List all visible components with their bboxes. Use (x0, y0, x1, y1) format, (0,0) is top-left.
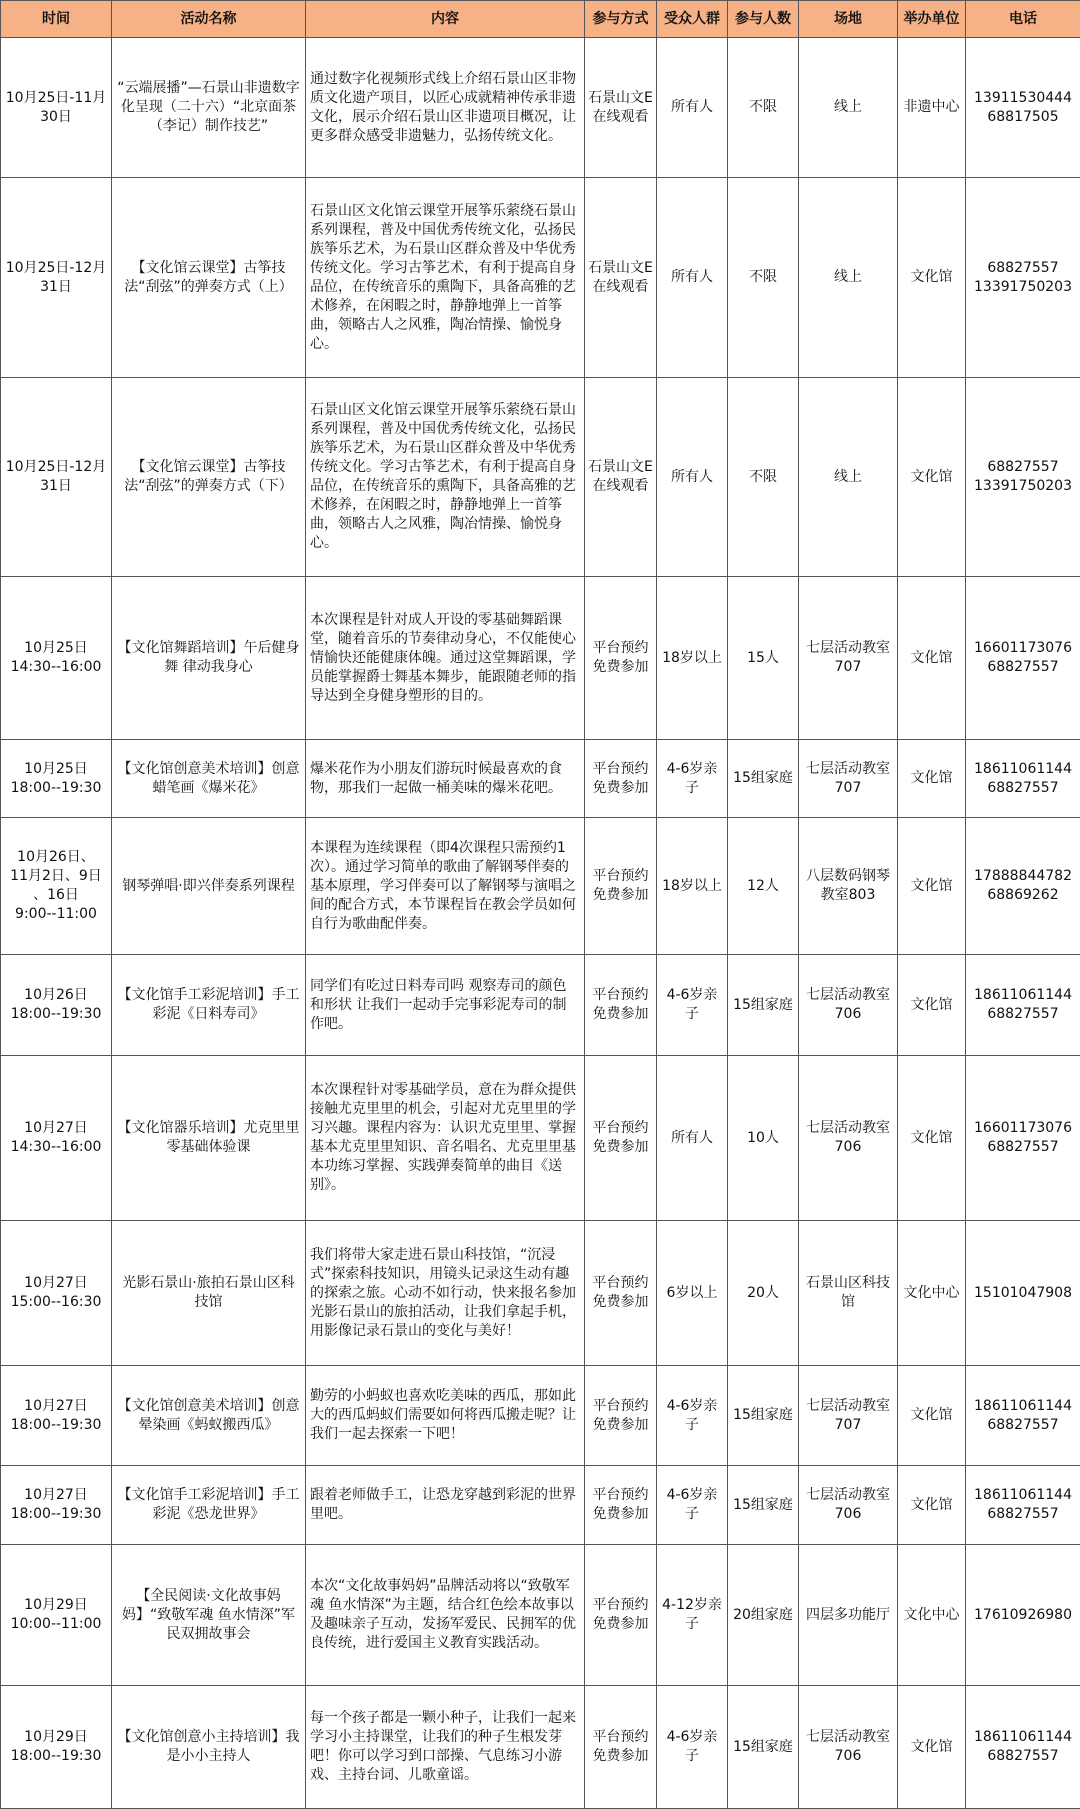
phone-line: 68827557 (987, 1006, 1059, 1022)
time-line: 10月26日 (24, 987, 88, 1003)
table-row (1, 955, 1080, 1056)
method-line: 平台预约 (592, 1487, 649, 1503)
audience-cell: 4-6岁亲子 (657, 1686, 728, 1809)
time-line: 10月25日-12月31日 (5, 259, 107, 295)
method-cell (585, 1221, 657, 1366)
phone-line: 18611061144 (974, 987, 1072, 1003)
time-line: 10月26日、 (17, 849, 95, 865)
activity-name-cell: 【文化馆创意美术培训】创意蜡笔画《爆米花》 (112, 740, 306, 818)
table-row (1, 740, 1080, 818)
time-cell (1, 1221, 112, 1366)
time-cell (1, 577, 112, 740)
content-cell: 通过数字化视频形式线上介绍石景山区非物质文化遗产项目，以匠心成就精神传承非遗文化，展示介绍石景山区非遗项目概况，让更多群众感受非遗魅力，弘扬传统文化。 (306, 38, 585, 178)
phone-cell (966, 378, 1080, 577)
organizer-cell: 文化馆 (898, 577, 966, 740)
content-cell: 本次课程是针对成人开设的零基础舞蹈课堂，随着音乐的节奏律动身心，不仅能使心情愉快还能健康体魄。通过这堂舞蹈课，学员能掌握爵士舞基本舞步，能跟随老师的指导达到全身健身塑形的目的。 (306, 577, 585, 740)
time-cell (1, 1366, 112, 1466)
phone-line: 68827557 (987, 659, 1059, 675)
table-body (1, 38, 1080, 1809)
content-cell: 跟着老师做手工，让恐龙穿越到彩泥的世界里吧。 (306, 1466, 585, 1545)
time-line: 18:00--19:30 (10, 1416, 102, 1433)
organizer-cell: 文化馆 (898, 1686, 966, 1809)
phone-line: 18611061144 (974, 1397, 1072, 1414)
audience-cell: 18岁以上 (657, 818, 728, 955)
phone-cell (966, 38, 1080, 178)
method-cell (585, 178, 657, 378)
audience-cell: 所有人 (657, 378, 728, 577)
count-cell: 15组家庭 (728, 740, 799, 818)
table-row (1, 378, 1080, 577)
content-cell: 我们将带大家走进石景山科技馆，“沉浸式”探索科技知识，用镜头记录这生动有趣的探索之旅。心动不如行动，快来报名参加光影石景山的旅拍活动，让我们拿起手机，用影像记录石景山的变化与美好！ (306, 1221, 585, 1366)
method-line: 在线观看 (592, 278, 649, 295)
time-cell (1, 178, 112, 378)
time-line: 10月27日 (24, 1397, 88, 1414)
header-count: 参与人数 (728, 1, 799, 38)
venue-cell: 七层活动教室706 (799, 1686, 898, 1809)
method-line: 石景山文E (588, 459, 653, 475)
venue-cell: 七层活动教室707 (799, 1366, 898, 1466)
count-cell: 15人 (728, 577, 799, 740)
time-line: 10月29日 (24, 1729, 88, 1745)
method-line: 石景山文E (588, 89, 653, 106)
venue-cell: 七层活动教室706 (799, 1466, 898, 1545)
method-line: 平台预约 (592, 1397, 649, 1414)
time-line: 10月29日 (24, 1597, 88, 1613)
venue-cell: 七层活动教室706 (799, 1056, 898, 1221)
audience-cell: 所有人 (657, 178, 728, 378)
header-organizer: 举办单位 (898, 1, 966, 38)
time-line: 10:00--11:00 (10, 1616, 102, 1632)
content-cell: 本次“文化故事妈妈”品牌活动将以“致敬军魂 鱼水情深”为主题，结合红色绘本故事以及趣味亲子互动，发扬军爱民、民拥军的优良传统，进行爱国主义教育实践活动。 (306, 1545, 585, 1686)
header-phone: 电话 (966, 1, 1080, 38)
count-cell: 不限 (728, 178, 799, 378)
activity-name-cell: 【文化馆手工彩泥培训】手工彩泥《恐龙世界》 (112, 1466, 306, 1545)
audience-cell: 4-6岁亲子 (657, 1466, 728, 1545)
activity-name-cell: 【文化馆云课堂】古筝技法“刮弦”的弹奏方式（下） (112, 378, 306, 577)
header-venue: 场地 (799, 1, 898, 38)
content-cell: 勤劳的小蚂蚁也喜欢吃美味的西瓜，那如此大的西瓜蚂蚁们需要如何将西瓜搬走呢？让我们一起去探索一下吧！ (306, 1366, 585, 1466)
organizer-cell: 非遗中心 (898, 38, 966, 178)
time-line: 、16日 (33, 887, 79, 903)
activity-name-cell: 【全民阅读·文化故事妈妈】“致敬军魂 鱼水情深”军民双拥故事会 (112, 1545, 306, 1686)
venue-cell: 石景山区科技馆 (799, 1221, 898, 1366)
phone-cell (966, 1686, 1080, 1809)
table-row (1, 818, 1080, 955)
activity-name-cell: 【文化馆创意美术培训】创意晕染画《蚂蚁搬西瓜》 (112, 1366, 306, 1466)
method-cell (585, 1466, 657, 1545)
venue-cell: 七层活动教室707 (799, 577, 898, 740)
count-cell: 15组家庭 (728, 955, 799, 1056)
venue-cell: 七层活动教室706 (799, 955, 898, 1056)
table-row (1, 1366, 1080, 1466)
method-line: 免费参加 (592, 1006, 649, 1022)
method-cell (585, 955, 657, 1056)
time-cell (1, 955, 112, 1056)
audience-cell: 所有人 (657, 1056, 728, 1221)
method-cell (585, 1366, 657, 1466)
time-line: 18:00--19:30 (10, 779, 102, 796)
organizer-cell: 文化馆 (898, 178, 966, 378)
venue-cell: 四层多功能厅 (799, 1545, 898, 1686)
time-line: 18:00--19:30 (10, 1006, 102, 1022)
method-line: 在线观看 (592, 478, 649, 494)
time-line: 10月25日-12月31日 (5, 459, 107, 494)
method-line: 平台预约 (592, 1120, 649, 1136)
method-cell (585, 577, 657, 740)
table-row (1, 577, 1080, 740)
phone-line: 13911530444 (974, 89, 1072, 106)
time-line: 14:30--16:00 (10, 659, 102, 675)
time-cell (1, 378, 112, 577)
phone-line: 17610926980 (974, 1606, 1072, 1623)
time-cell (1, 1545, 112, 1686)
phone-line: 68827557 (987, 459, 1059, 475)
activity-name-cell: 【文化馆云课堂】古筝技法“刮弦”的弹奏方式（上） (112, 178, 306, 378)
phone-line: 13391750203 (974, 278, 1072, 295)
table-row (1, 1056, 1080, 1221)
method-cell (585, 740, 657, 818)
phone-line: 16601173076 (974, 640, 1072, 656)
phone-cell (966, 1056, 1080, 1221)
method-line: 免费参加 (592, 1616, 649, 1632)
time-line: 9:00--11:00 (15, 906, 97, 922)
method-line: 免费参加 (592, 1416, 649, 1433)
method-line: 免费参加 (592, 1506, 649, 1522)
venue-cell: 八层数码钢琴教室803 (799, 818, 898, 955)
content-cell: 本课程为连续课程（即4次课程只需预约1次）。通过学习简单的歌曲了解钢琴伴奏的基本原理，学习伴奏可以了解钢琴与演唱之间的配合方式，本节课程旨在教会学员如何自行为歌曲配伴奏。 (306, 818, 585, 955)
method-line: 免费参加 (592, 779, 649, 796)
time-cell (1, 38, 112, 178)
organizer-cell: 文化馆 (898, 1056, 966, 1221)
audience-cell: 4-6岁亲子 (657, 1366, 728, 1466)
time-cell (1, 1466, 112, 1545)
phone-line: 68869262 (987, 887, 1059, 903)
time-line: 18:00--19:30 (10, 1506, 102, 1522)
time-cell (1, 1686, 112, 1809)
method-line: 平台预约 (592, 1597, 649, 1613)
phone-cell (966, 740, 1080, 818)
time-line: 10月25日 (24, 760, 88, 777)
activity-name-cell: 【文化馆手工彩泥培训】手工彩泥《日料寿司》 (112, 955, 306, 1056)
method-line: 平台预约 (592, 987, 649, 1003)
time-cell (1, 1056, 112, 1221)
method-line: 平台预约 (592, 640, 649, 656)
table-row (1, 1545, 1080, 1686)
method-cell (585, 1056, 657, 1221)
table-row (1, 1221, 1080, 1366)
header-content: 内容 (306, 1, 585, 38)
content-cell: 每一个孩子都是一颗小种子，让我们一起来学习小主持课堂，让我们的种子生根发芽吧！你可以学习到口部操、气息练习小游戏、主持台词、儿歌童谣。 (306, 1686, 585, 1809)
method-line: 平台预约 (592, 760, 649, 777)
organizer-cell: 文化中心 (898, 1221, 966, 1366)
audience-cell: 4-12岁亲子 (657, 1545, 728, 1686)
phone-line: 17888844782 (974, 868, 1072, 884)
count-cell: 15组家庭 (728, 1466, 799, 1545)
time-line: 14:30--16:00 (10, 1139, 102, 1155)
organizer-cell: 文化馆 (898, 740, 966, 818)
organizer-cell: 文化馆 (898, 818, 966, 955)
phone-line: 68827557 (987, 1416, 1059, 1433)
venue-cell: 线上 (799, 378, 898, 577)
phone-cell (966, 818, 1080, 955)
time-cell (1, 818, 112, 955)
table-row (1, 38, 1080, 178)
method-line: 平台预约 (592, 1729, 649, 1745)
content-cell: 石景山区文化馆云课堂开展筝乐萦绕石景山系列课程，普及中国优秀传统文化，弘扬民族筝乐艺术，为石景山区群众普及中华优秀传统文化。学习古筝艺术，有利于提高自身品位，在传统音乐的熏陶下，具备高雅的艺术修养，在闲暇之时，静静地弹上一首筝曲，领略古人之风雅，陶冶情操、愉悦身心。 (306, 178, 585, 378)
header-method: 参与方式 (585, 1, 657, 38)
phone-cell (966, 178, 1080, 378)
table-row (1, 1686, 1080, 1809)
phone-cell (966, 955, 1080, 1056)
count-cell: 15组家庭 (728, 1686, 799, 1809)
header-time: 时间 (1, 1, 112, 38)
count-cell: 15组家庭 (728, 1366, 799, 1466)
phone-line: 68827557 (987, 779, 1059, 796)
method-line: 免费参加 (592, 887, 649, 903)
phone-line: 18611061144 (974, 760, 1072, 777)
phone-line: 68827557 (987, 1506, 1059, 1522)
method-line: 免费参加 (592, 1748, 649, 1764)
phone-line: 68827557 (987, 1139, 1059, 1155)
organizer-cell: 文化中心 (898, 1545, 966, 1686)
count-cell: 不限 (728, 38, 799, 178)
method-line: 免费参加 (592, 1139, 649, 1155)
activity-name-cell: “云端展播”—石景山非遗数字化呈现（二十六）“北京面茶（李记）制作技艺” (112, 38, 306, 178)
count-cell: 20人 (728, 1221, 799, 1366)
activity-name-cell: 钢琴弹唱·即兴伴奏系列课程 (112, 818, 306, 955)
activity-name-cell: 【文化馆创意小主持培训】我是小小主持人 (112, 1686, 306, 1809)
method-cell (585, 1686, 657, 1809)
audience-cell: 6岁以上 (657, 1221, 728, 1366)
venue-cell: 线上 (799, 178, 898, 378)
time-line: 11月2日、9日 (10, 868, 102, 884)
method-line: 平台预约 (592, 1275, 649, 1291)
phone-line: 18611061144 (974, 1487, 1072, 1503)
method-line: 石景山文E (588, 259, 653, 276)
activity-name-cell: 光影石景山·旅拍石景山区科技馆 (112, 1221, 306, 1366)
time-line: 10月25日 (24, 640, 88, 656)
content-cell: 石景山区文化馆云课堂开展筝乐萦绕石景山系列课程，普及中国优秀传统文化，弘扬民族筝乐艺术，为石景山区群众普及中华优秀传统文化。学习古筝艺术，有利于提高自身品位，在传统音乐的熏陶下，具备高雅的艺术修养，在闲暇之时，静静地弹上一首筝曲，领略古人之风雅，陶冶情操、愉悦身心。 (306, 378, 585, 577)
phone-line: 18611061144 (974, 1729, 1072, 1745)
method-cell (585, 378, 657, 577)
method-line: 免费参加 (592, 659, 649, 675)
time-line: 10月27日 (24, 1120, 88, 1136)
table-row (1, 178, 1080, 378)
organizer-cell: 文化馆 (898, 378, 966, 577)
phone-cell (966, 1221, 1080, 1366)
table-row (1, 1466, 1080, 1545)
phone-line: 16601173076 (974, 1120, 1072, 1136)
phone-line: 68817505 (987, 108, 1059, 125)
venue-cell: 线上 (799, 38, 898, 178)
audience-cell: 4-6岁亲子 (657, 740, 728, 818)
time-line: 15:00--16:30 (10, 1294, 102, 1310)
phone-cell (966, 1545, 1080, 1686)
time-line: 10月25日-11月30日 (5, 89, 107, 125)
method-line: 平台预约 (592, 868, 649, 884)
count-cell: 不限 (728, 378, 799, 577)
content-cell: 爆米花作为小朋友们游玩时候最喜欢的食物，那我们一起做一桶美味的爆米花吧。 (306, 740, 585, 818)
method-cell (585, 1545, 657, 1686)
count-cell: 20组家庭 (728, 1545, 799, 1686)
phone-cell (966, 1366, 1080, 1466)
time-line: 10月27日 (24, 1275, 88, 1291)
header-row (1, 1, 1080, 38)
header-name: 活动名称 (112, 1, 306, 38)
content-cell: 同学们有吃过日料寿司吗 观察寿司的颜色和形状 让我们一起动手完事彩泥寿司的制作吧。 (306, 955, 585, 1056)
method-cell (585, 38, 657, 178)
phone-line: 15101047908 (974, 1284, 1072, 1301)
phone-line: 68827557 (987, 1748, 1059, 1764)
phone-cell (966, 577, 1080, 740)
organizer-cell: 文化馆 (898, 1466, 966, 1545)
phone-line: 68827557 (987, 259, 1059, 276)
time-line: 10月27日 (24, 1487, 88, 1503)
activity-name-cell: 【文化馆舞蹈培训】午后健身舞 律动我身心 (112, 577, 306, 740)
time-line: 18:00--19:30 (10, 1748, 102, 1764)
venue-cell: 七层活动教室707 (799, 740, 898, 818)
header-audience: 受众人群 (657, 1, 728, 38)
count-cell: 12人 (728, 818, 799, 955)
content-cell: 本次课程针对零基础学员，意在为群众提供接触尤克里里的机会，引起对尤克里里的学习兴趣。课程内容为：认识尤克里里、掌握基本尤克里里知识、音名唱名、尤克里里基本功练习掌握、实践弹奏简单的曲目《送别》。 (306, 1056, 585, 1221)
method-line: 免费参加 (592, 1294, 649, 1310)
activity-name-cell: 【文化馆器乐培训】尤克里里零基础体验课 (112, 1056, 306, 1221)
audience-cell: 4-6岁亲子 (657, 955, 728, 1056)
phone-line: 13391750203 (974, 478, 1072, 494)
phone-cell (966, 1466, 1080, 1545)
count-cell: 10人 (728, 1056, 799, 1221)
organizer-cell: 文化馆 (898, 1366, 966, 1466)
method-line: 在线观看 (592, 108, 649, 125)
audience-cell: 所有人 (657, 38, 728, 178)
time-cell (1, 740, 112, 818)
audience-cell: 18岁以上 (657, 577, 728, 740)
method-cell (585, 818, 657, 955)
organizer-cell: 文化馆 (898, 955, 966, 1056)
